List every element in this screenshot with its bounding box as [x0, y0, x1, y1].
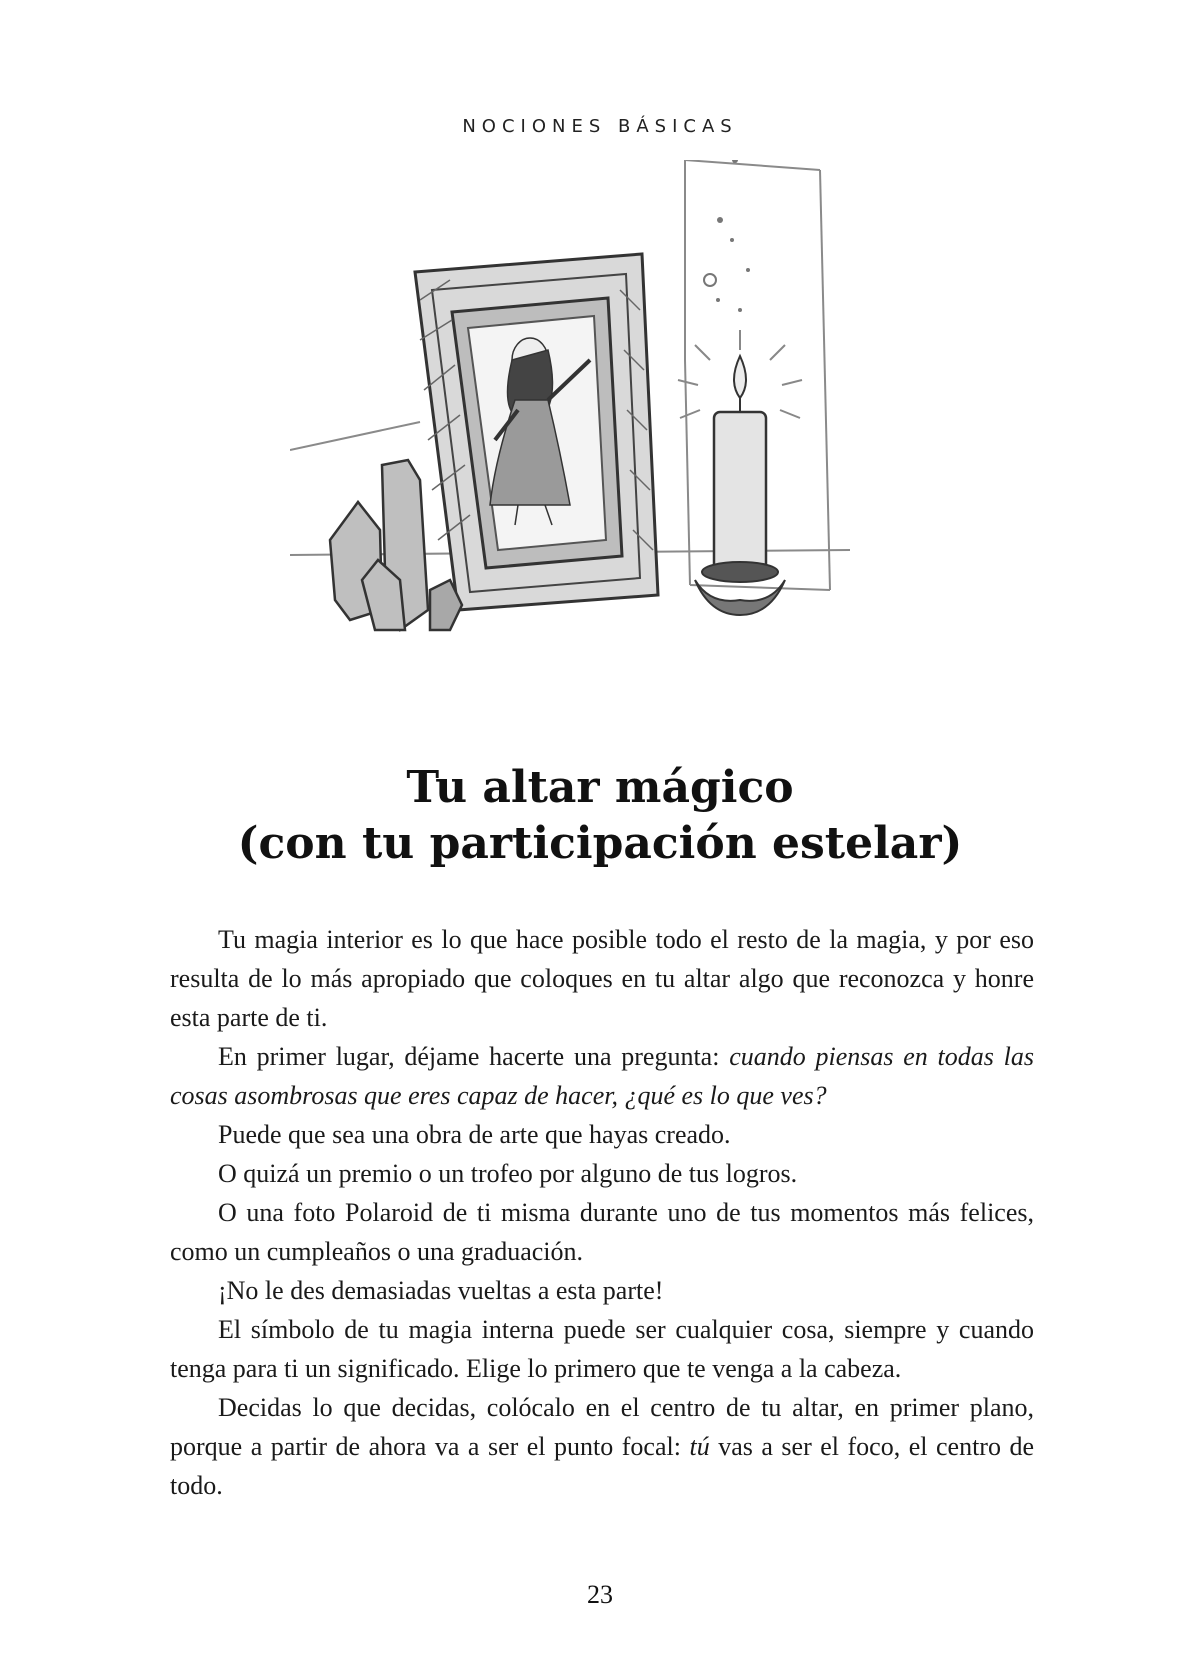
title-line-1: Tu altar mágico [406, 762, 794, 813]
paragraph-8-text-a: Decidas lo que decidas, colócalo en el centro de tu altar, en primer plano, porque a partir de ahora va a ser el punto focal: [170, 1393, 1034, 1461]
paragraph-5: O una foto Polaroid de ti misma durante uno de tus momentos más felices, como un cumpleaños o una graduación. [170, 1198, 1034, 1266]
paragraph-1: Tu magia interior es lo que hace posible todo el resto de la magia, y por eso resulta de lo más apropiado que coloques en tu altar algo que reconozca y honre esta parte de ti. [170, 925, 1034, 1032]
paragraph-4: O quizá un premio o un trofeo por alguno de tus logros. [218, 1159, 798, 1188]
candle-icon [678, 330, 802, 615]
altar-illustration [290, 160, 910, 700]
title-line-2: (con tu participación estelar) [237, 818, 963, 869]
paragraph-2 [170, 1037, 1034, 1115]
paragraph-3: Puede que sea una obra de arte que hayas creado. [218, 1120, 731, 1149]
running-head: NOCIONES BÁSICAS [462, 116, 738, 137]
sparkles [704, 160, 750, 312]
picture-frame-icon [415, 254, 658, 610]
paragraph-8-italic: tú [689, 1432, 710, 1461]
paragraph-7: El símbolo de tu magia interna puede ser cualquier cosa, siempre y cuando tenga para ti un significado. Elige lo primero que te venga a la cabeza. [170, 1315, 1034, 1383]
paragraph-6: ¡No le des demasiadas vueltas a esta parte! [218, 1276, 664, 1305]
paragraph-2-text: En primer lugar, déjame hacerte una pregunta: [218, 1042, 730, 1071]
page-number: 23 [587, 1580, 613, 1609]
paragraph-8 [170, 1388, 1034, 1505]
chapter-title [0, 760, 1200, 872]
body-text [170, 920, 1034, 1505]
paragraph-8-text-c: vas a ser el foco, el centro de todo. [170, 1432, 1034, 1500]
paragraph-2-italic: cuando piensas en todas las cosas asombrosas que eres capaz de hacer, ¿qué es lo que ves? [170, 1042, 1034, 1110]
